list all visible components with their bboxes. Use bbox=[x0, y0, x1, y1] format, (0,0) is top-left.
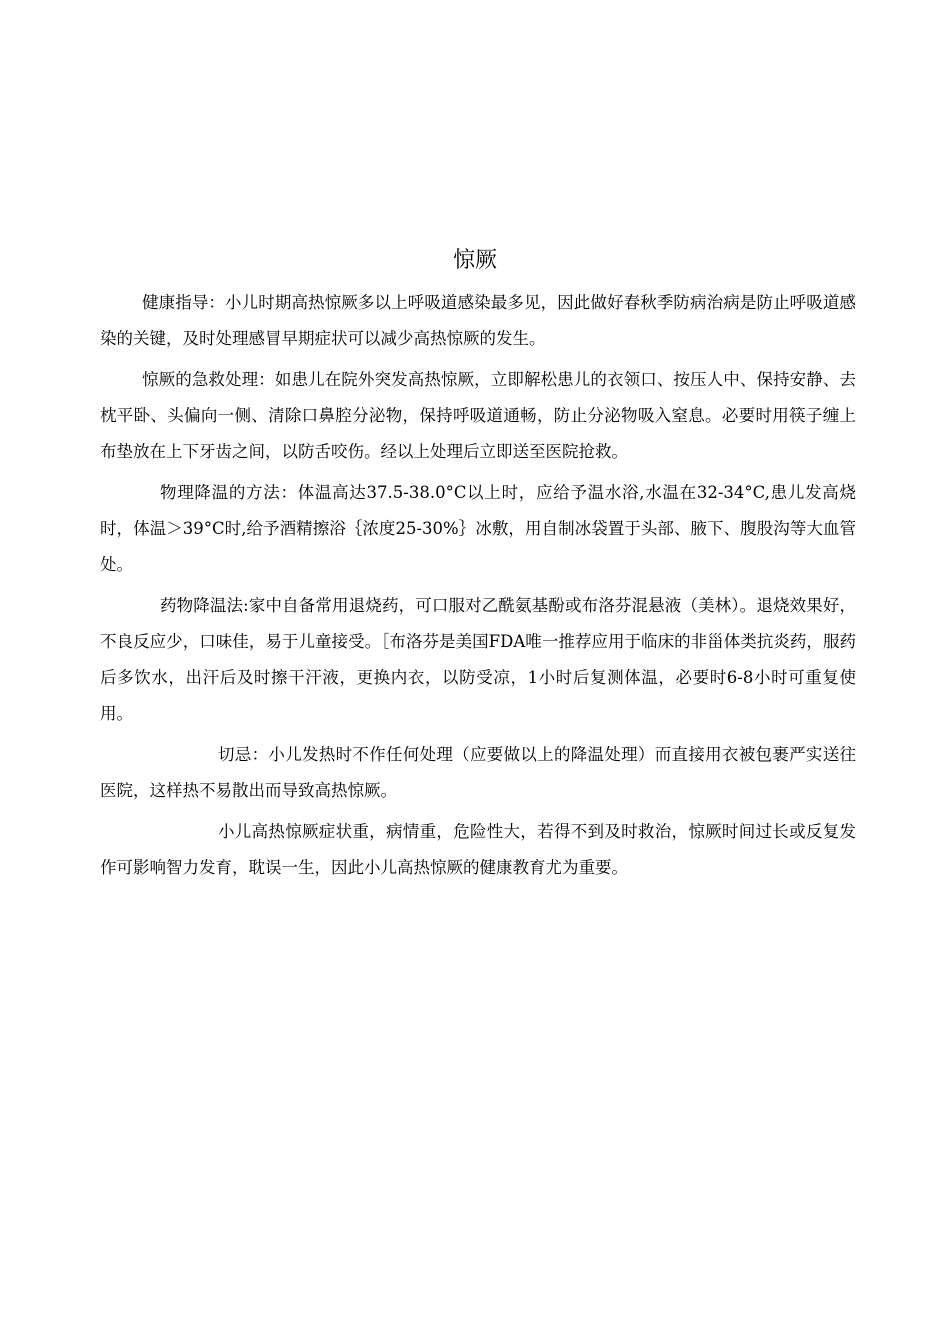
paragraph-summary: 小儿高热惊厥症状重，病情重，危险性大，若得不到及时救治，惊厥时间过长或反复发作可影响智力发育，耽误一生，因此小儿高热惊厥的健康教育尤为重要。 bbox=[100, 822, 856, 877]
paragraph-physical-cooling: 物理降温的方法：体温高达37.5-38.0°C以上时，应给予温水浴,水温在32-34°C,患儿发高烧时，体温＞39°C时,给予酒精擦浴｛浓度25-30%｝冰敷，用自制冰袋置于头部、腋下、腹股沟等大血管处。 bbox=[100, 483, 856, 574]
paragraph-caution: 切忌：小儿发热时不作任何处理（应要做以上的降温处理）而直接用衣被包裹严实送往医院，这样热不易散出而导致高热惊厥。 bbox=[100, 745, 856, 800]
paragraph-drug-cooling: 药物降温法:家中自备常用退烧药，可口服对乙酰氨基酚或布洛芬混悬液（美林）。退烧效果好，不良反应少，口味佳，易于儿童接受。［布洛芬是美国FDA唯一推荐应用于临床的非甾体类抗炎药，服药后多饮水，出汗后及时擦干汗液，更换内衣，以防受凉，1小时后复测体温，必要时6-8小时可重复使用。 bbox=[100, 596, 856, 723]
paragraph-emergency-treatment: 惊厥的急救处理：如患儿在院外突发高热惊厥，立即解松患儿的衣领口、按压人中、保持安静、去枕平卧、头偏向一侧、清除口鼻腔分泌物，保持呼吸道通畅，防止分泌物吸入窒息。必要时用筷子缠上布垫放在上下牙齿之间，以防舌咬伤。经以上处理后立即送至医院抢救。 bbox=[100, 370, 856, 461]
paragraph-health-guidance: 健康指导：小儿时期高热惊厥多以上呼吸道感染最多见，因此做好春秋季防病治病是防止呼吸道感染的关键，及时处理感冒早期症状可以减少高热惊厥的发生。 bbox=[100, 293, 856, 348]
document-title: 惊厥 bbox=[452, 248, 497, 273]
document-body bbox=[100, 285, 856, 891]
